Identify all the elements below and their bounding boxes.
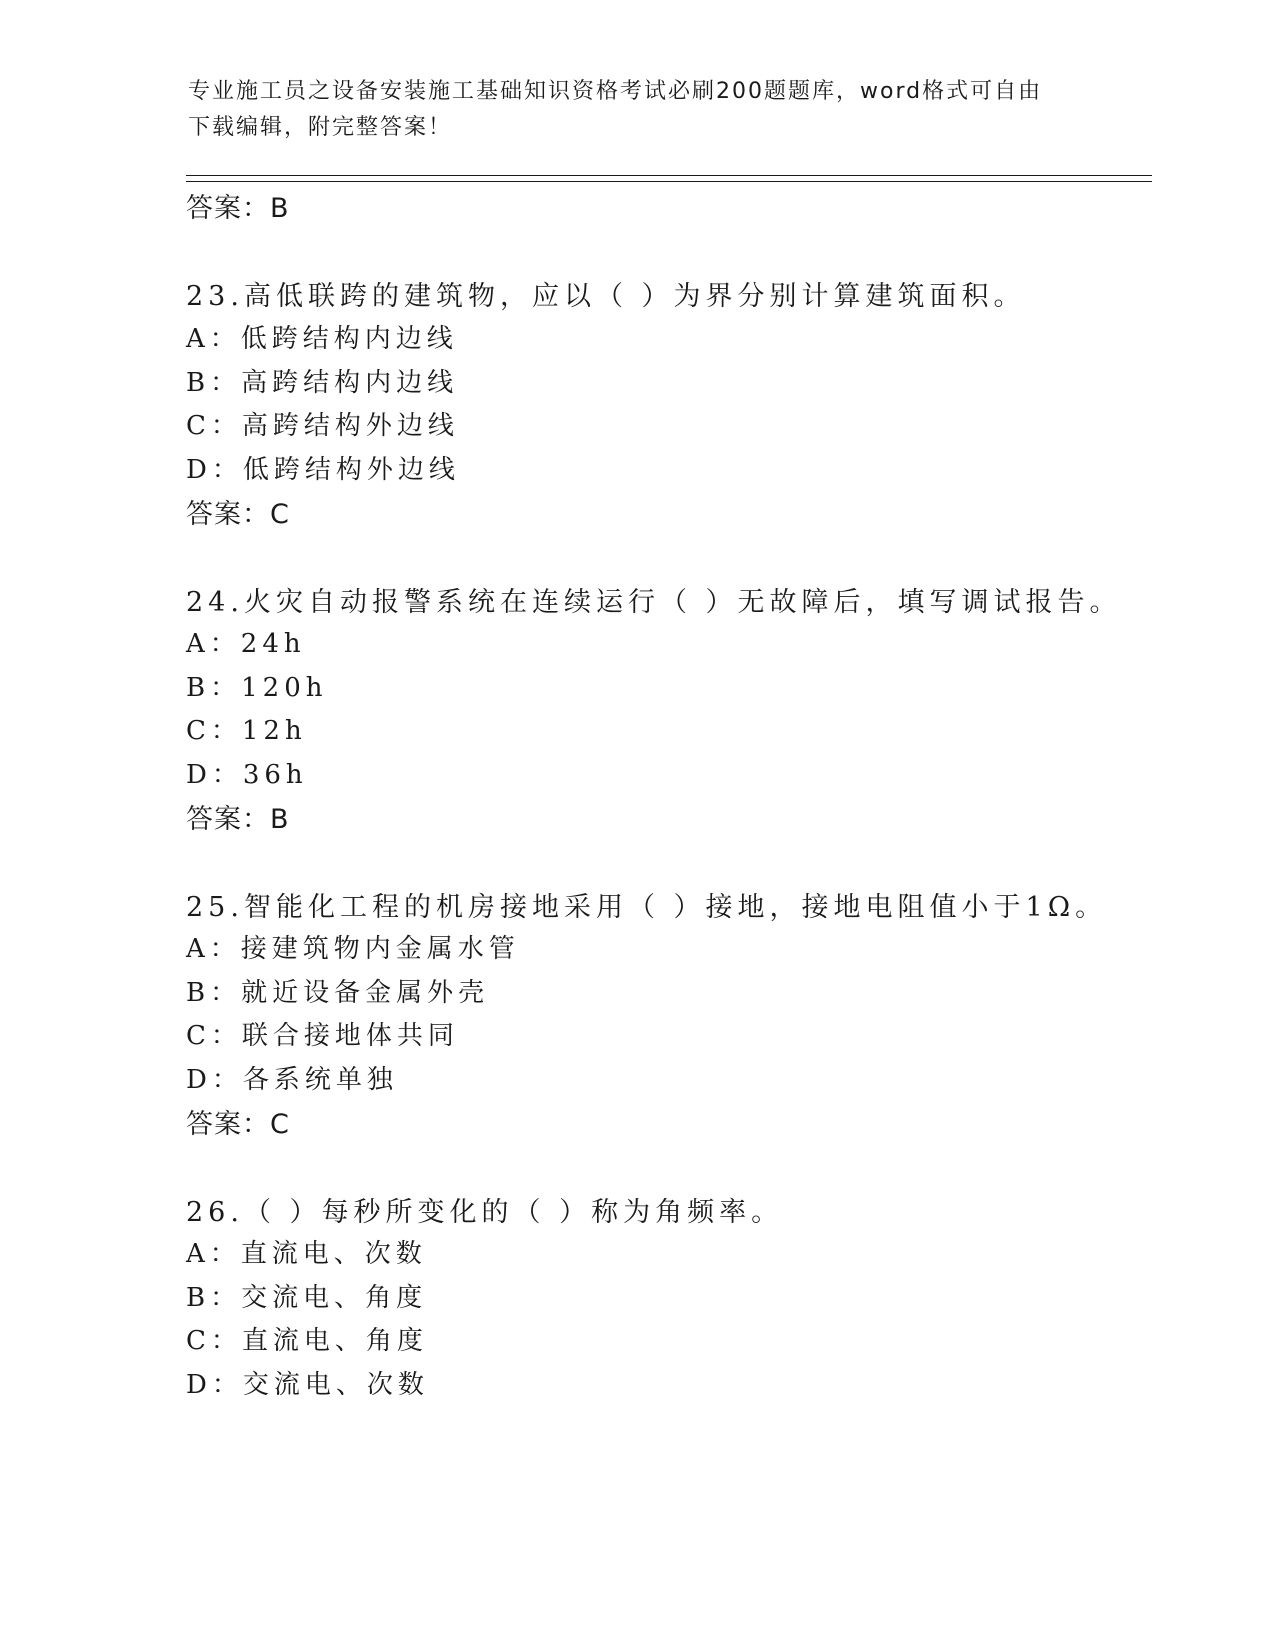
- question-26-option-c: C：直流电、角度: [186, 1326, 428, 1356]
- question-23-option-a: A：低跨结构内边线: [186, 324, 458, 354]
- question-23-option-d: D：低跨结构外边线: [186, 455, 460, 485]
- question-24-stem: 24.火灾自动报警系统在连续运行（ ）无故障后，填写调试报告。: [186, 587, 1122, 618]
- header-line-2: 下载编辑，附完整答案！: [188, 115, 453, 140]
- question-24-option-a: A：24h: [186, 629, 306, 659]
- question-25-answer: 答案：C: [186, 1109, 290, 1140]
- question-23-option-b: B：高跨结构内边线: [186, 368, 459, 398]
- header-rule-bottom: [186, 181, 1152, 182]
- question-24-option-d: D：36h: [186, 760, 308, 790]
- header-line-1: 专业施工员之设备安装施工基础知识资格考试必刷200题题库，word格式可自由: [188, 79, 1043, 104]
- question-26-option-a: A：直流电、次数: [186, 1239, 427, 1269]
- question-23-answer: 答案：C: [186, 499, 290, 530]
- answer-prev: 答案：B: [186, 193, 290, 224]
- question-23-option-c: C：高跨结构外边线: [186, 411, 459, 441]
- question-26-option-b: B：交流电、角度: [186, 1283, 428, 1313]
- question-25-option-c: C：联合接地体共同: [186, 1021, 459, 1051]
- question-25-option-b: B：就近设备金属外壳: [186, 978, 490, 1008]
- question-24-option-c: C：12h: [186, 716, 307, 746]
- question-24-answer: 答案：B: [186, 804, 290, 835]
- question-25-option-d: D：各系统单独: [186, 1065, 398, 1095]
- document-header: [188, 74, 1068, 146]
- question-25-option-a: A：接建筑物内金属水管: [186, 934, 520, 964]
- question-23-stem: 23.高低联跨的建筑物，应以（ ）为界分别计算建筑面积。: [186, 281, 1026, 312]
- question-24-option-b: B：120h: [186, 673, 328, 703]
- question-26-option-d: D：交流电、次数: [186, 1370, 429, 1400]
- question-25-stem: 25.智能化工程的机房接地采用（ ）接地，接地电阻值小于1Ω。: [186, 892, 1108, 923]
- question-26-stem: 26.（ ）每秒所变化的（ ）称为角频率。: [186, 1197, 784, 1228]
- header-rule-top: [186, 175, 1152, 176]
